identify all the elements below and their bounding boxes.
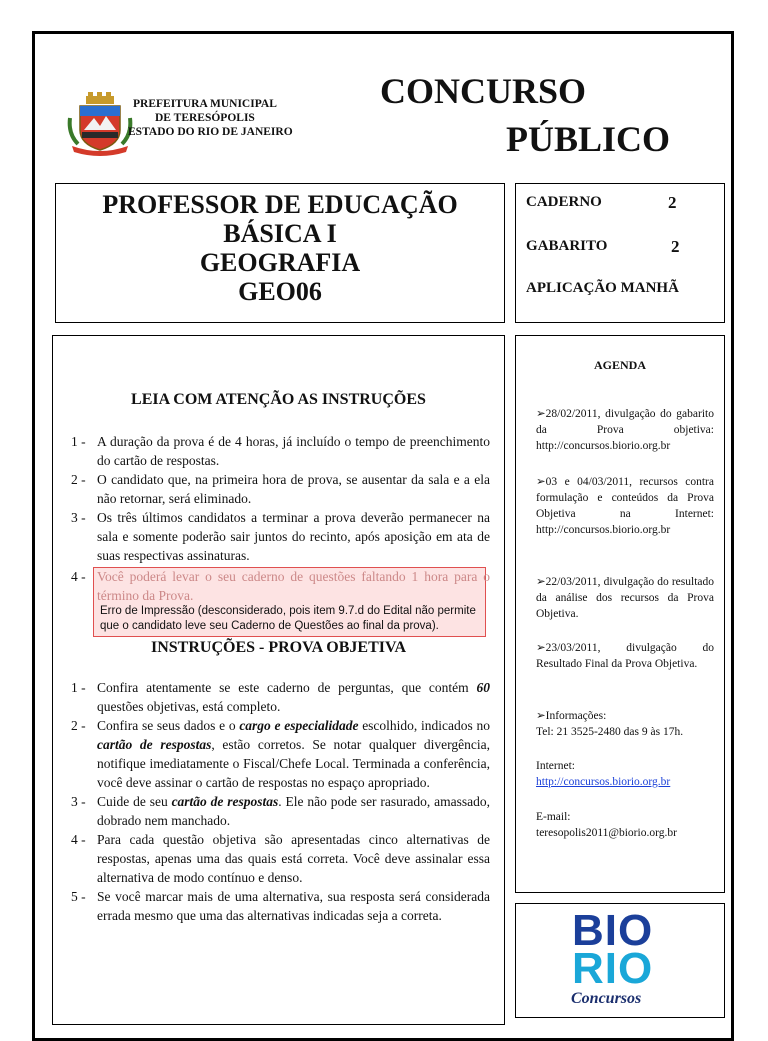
arrow-bullet-icon: ➢ <box>536 642 546 654</box>
instruction-item-struck: 4 - Você poderá levar o seu caderno de questões faltando 1 hora para o término da Prova. <box>71 569 490 603</box>
instruction-item: 3 - Os três últimos candidatos a terminar a prova deverão permanecer na sala e somente poderão sair juntos do recinto, após aposição em ata de suas respectivas assinaturas. <box>71 510 490 563</box>
arrow-bullet-icon: ➢ <box>536 476 546 488</box>
teresopolis-coat-of-arms-icon <box>64 90 136 158</box>
phone-number: Tel: 21 3525-2480 das 9 às 17h. <box>536 726 684 738</box>
arrow-bullet-icon: ➢ <box>536 710 546 722</box>
gabarito-value: 2 <box>671 237 680 256</box>
course-box <box>55 183 505 323</box>
instruction-item: 2 - O candidato que, na primeira hora de prova, se ausentar da sala e a ela não retornar, será eliminado. <box>71 472 490 506</box>
agenda-item: ➢28/02/2011, divulgação do gabarito da Prova objetiva: http://concursos.biorio.org.br <box>536 408 714 452</box>
biorio-logo <box>572 906 654 993</box>
objective-item: 3 - Cuide de seu cartão de respostas. Ele não pode ser rasurado, amassado, dobrado nem manchado. <box>71 794 490 828</box>
logo-word-bio: BIO <box>572 906 654 955</box>
agenda-heading: AGENDA <box>593 358 646 372</box>
email-address: teresopolis2011@biorio.org.br <box>536 827 677 839</box>
course-line-2: BÁSICA I <box>223 219 337 248</box>
agenda-item: ➢23/03/2011, divulgação do Resultado Final da Prova Objetiva. <box>536 642 714 670</box>
org-line-3: ESTADO DO RIO DE JANEIRO <box>128 126 293 138</box>
exam-info-box <box>515 183 725 323</box>
caderno-label: CADERNO <box>526 194 602 210</box>
printing-error-note: Erro de Impressão (desconsiderado, pois item 9.7.d do Edital não permite que o candidato leve seu Caderno de Questões ao final da prova). <box>100 605 476 632</box>
logo-word-rio: RIO <box>572 944 654 993</box>
objective-item: 5 - Se você marcar mais de uma alternativa, sua resposta será considerada errada mesmo que uma das alternativas indicadas seja a correta. <box>71 889 490 923</box>
instructions-box <box>52 335 505 1025</box>
biorio-website-link[interactable]: http://concursos.biorio.org.br <box>536 776 671 788</box>
course-line-3: GEOGRAFIA <box>199 248 361 277</box>
org-line-2: DE TERESÓPOLIS <box>155 112 255 124</box>
objective-heading: INSTRUÇÕES - PROVA OBJETIVA <box>150 639 407 656</box>
logo-tagline: Concursos <box>571 990 642 1007</box>
instructions-list <box>53 432 490 565</box>
instructions-heading: LEIA COM ATENÇÃO AS INSTRUÇÕES <box>131 391 426 408</box>
objective-item: 4 - Para cada questão objetiva são apresentadas cinco alternativas de respostas, apenas uma das quais está correta. Você deve assinalar essa alternativa de modo contínuo e denso. <box>71 832 490 885</box>
title-concurso: CONCURSO <box>380 71 587 111</box>
arrow-bullet-icon: ➢ <box>536 408 546 420</box>
objective-instructions-list <box>53 678 490 925</box>
gabarito-label: GABARITO <box>526 238 608 254</box>
objective-item: 1 - Confira atentamente se este caderno de perguntas, que contém 60 questões objetivas, está completo. <box>71 680 490 714</box>
instruction-item: 1 - A duração da prova é de 4 horas, já incluído o tempo de preenchimento do cartão de respostas. <box>71 434 490 468</box>
caderno-value: 2 <box>668 193 677 212</box>
aplicacao-label: APLICAÇÃO MANHÃ <box>526 280 679 296</box>
org-line-1: PREFEITURA MUNICIPAL <box>133 98 277 110</box>
agenda-email: E-mail: teresopolis2011@biorio.org.br <box>536 809 714 841</box>
biorio-logo-box <box>515 903 725 1018</box>
title-publico: PÚBLICO <box>506 119 671 159</box>
agenda-item: ➢03 e 04/03/2011, recursos contra formulação e conteúdos da Prova Objetiva na Internet: http://concursos.biorio.org.br <box>536 476 714 536</box>
agenda-contact: ➢Informações: Tel: 21 3525-2480 das 9 às 17h. <box>536 708 714 740</box>
agenda-box <box>515 335 725 893</box>
agenda-item: ➢22/03/2011, divulgação do resultado da análise dos recursos da Prova Objetiva. <box>536 576 714 620</box>
course-line-1: PROFESSOR DE EDUCAÇÃO <box>102 190 458 219</box>
municipality-name <box>128 97 293 139</box>
agenda-internet: Internet: http://concursos.biorio.org.br <box>536 760 671 788</box>
arrow-bullet-icon: ➢ <box>536 576 546 588</box>
instructions-list-item4 <box>53 567 490 605</box>
objective-item: 2 - Confira se seus dados e o cargo e especialidade escolhido, indicados no cartão de respostas, estão corretos. Se notar qualquer divergência, notifique imediatamente o Fiscal/Chefe Local. Terminada a conferência, você deve assinar o cartão de respostas no espaço apropriado. <box>71 718 490 790</box>
course-code: GEO06 <box>238 277 322 306</box>
